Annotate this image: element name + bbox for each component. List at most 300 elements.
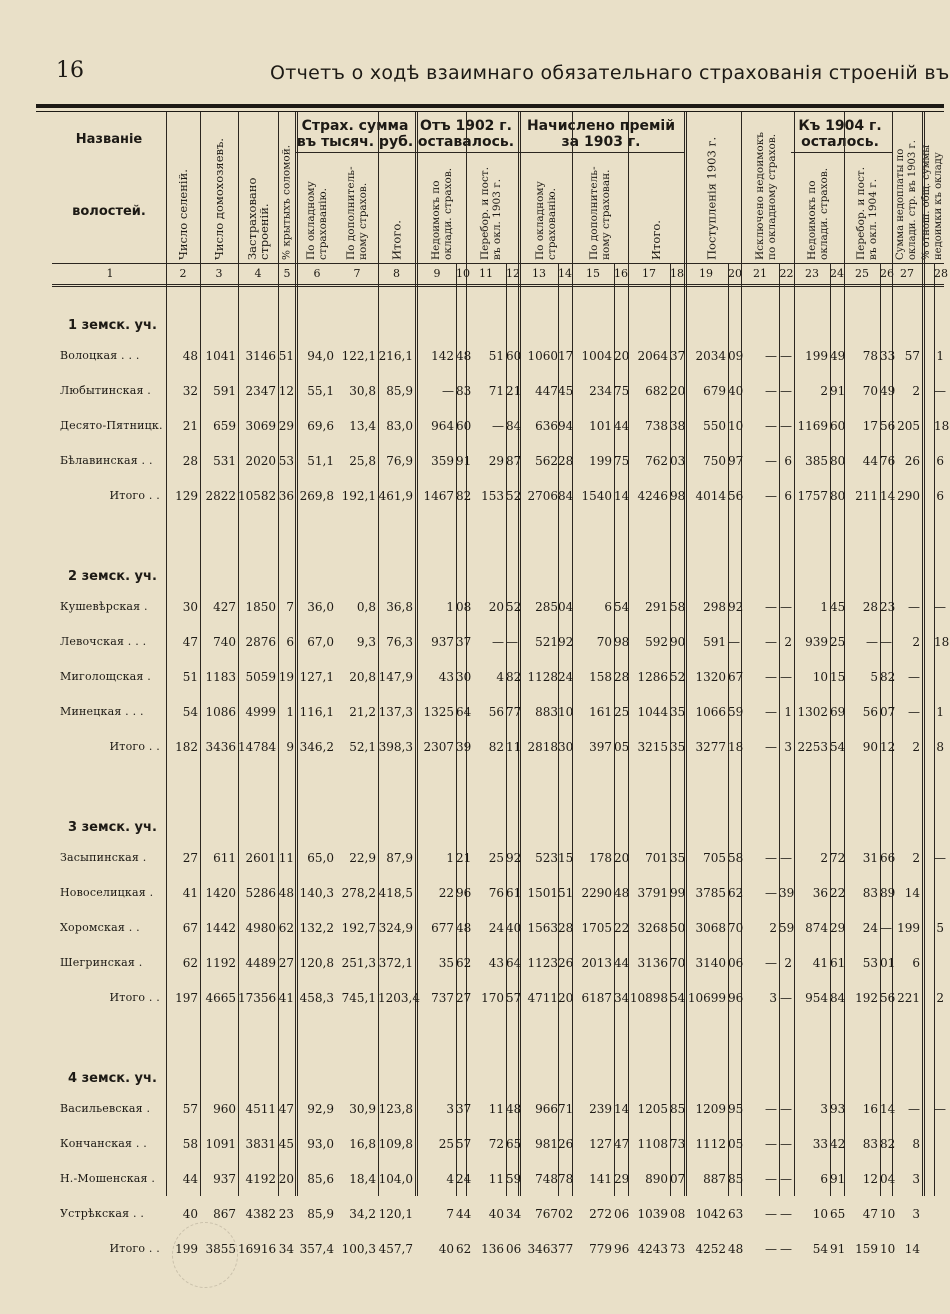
table-cell bbox=[934, 1169, 944, 1189]
row-name: Н.-Мошенская . bbox=[60, 1172, 156, 1185]
table-cell: 71 bbox=[558, 1102, 574, 1116]
row-name: Васильевская . bbox=[60, 1102, 151, 1115]
table-cell: 15 bbox=[830, 670, 846, 684]
table-cell: 591 bbox=[703, 635, 726, 649]
table-cell: 28 bbox=[558, 454, 574, 468]
table-cell: 30,8 bbox=[349, 384, 376, 398]
table-cell bbox=[934, 1204, 944, 1224]
table-cell: 76,9 bbox=[386, 454, 413, 468]
table-cell: 3146 bbox=[245, 349, 276, 363]
table-cell: 27 bbox=[278, 956, 294, 970]
table-cell: 116,1 bbox=[299, 705, 334, 719]
table-cell: 272 bbox=[589, 1207, 612, 1221]
table-cell: 76,3 bbox=[386, 635, 413, 649]
header-c17: Итого. bbox=[649, 220, 663, 260]
table-cell: 64 bbox=[456, 705, 472, 719]
table-cell: 937 bbox=[431, 635, 454, 649]
table-cell: 21 bbox=[182, 419, 198, 433]
row-name: Бѣлавинская . . bbox=[60, 454, 153, 467]
table-cell: 34 bbox=[506, 1207, 522, 1221]
table-cell: 34,2 bbox=[349, 1207, 376, 1221]
table-row bbox=[52, 883, 944, 903]
table-cell: 2706 bbox=[527, 489, 558, 503]
table-cell: 6 bbox=[912, 956, 920, 970]
table-cell: 4 bbox=[446, 1172, 454, 1186]
table-cell: 08 bbox=[456, 600, 472, 614]
table-cell: 91 bbox=[830, 384, 846, 398]
table-cell: 05 bbox=[728, 1137, 744, 1151]
table-cell: 550 bbox=[703, 419, 726, 433]
table-cell: 372,1 bbox=[378, 956, 413, 970]
table-cell: 18,4 bbox=[349, 1172, 376, 1186]
table-cell: 40 bbox=[728, 384, 744, 398]
table-cell: 26 bbox=[558, 956, 574, 970]
table-cell: 83 bbox=[862, 886, 878, 900]
table-cell: 461,9 bbox=[378, 489, 413, 503]
table-cell: 87,9 bbox=[386, 851, 413, 865]
row-name: Минецкая . . . bbox=[60, 705, 144, 718]
table-cell: 1467 bbox=[423, 489, 454, 503]
table-cell: 85,6 bbox=[307, 1172, 334, 1186]
column-number: 7 bbox=[353, 267, 361, 280]
table-cell: 70 bbox=[862, 384, 878, 398]
table-cell: 192,7 bbox=[341, 921, 376, 935]
table-row bbox=[52, 381, 944, 401]
table-cell: 42 bbox=[830, 1137, 846, 1151]
table-row bbox=[52, 702, 944, 722]
table-cell bbox=[934, 883, 944, 903]
column-number: 27 bbox=[900, 267, 914, 280]
table-cell: 4192 bbox=[245, 1172, 276, 1186]
table-cell: 2601 bbox=[245, 851, 276, 865]
table-cell: — bbox=[780, 384, 792, 398]
table-cell: 44 bbox=[862, 454, 878, 468]
table-cell: — bbox=[934, 384, 946, 398]
table-cell: 06 bbox=[728, 956, 744, 970]
table-cell: 24 bbox=[488, 921, 504, 935]
kopeck-rule bbox=[614, 264, 615, 1196]
section-title: 2 земск. уч. bbox=[68, 569, 157, 584]
table-cell: 1128 bbox=[527, 670, 558, 684]
column-number: 1 bbox=[106, 267, 114, 280]
table-cell: 779 bbox=[589, 1242, 612, 1256]
table-cell: 33 bbox=[880, 349, 896, 363]
table-cell: 4489 bbox=[245, 956, 276, 970]
table-cell: 2307 bbox=[423, 740, 454, 754]
table-cell: 1042 bbox=[695, 1207, 726, 1221]
column-rule bbox=[572, 112, 573, 1196]
table-cell: 11 bbox=[488, 1172, 504, 1186]
row-name: Засыпинская . bbox=[60, 851, 147, 864]
table-cell: 22 bbox=[438, 886, 454, 900]
table-cell: 92 bbox=[558, 635, 574, 649]
table-cell: 35 bbox=[438, 956, 454, 970]
table-cell: 521 bbox=[535, 635, 558, 649]
kopeck-rule bbox=[670, 264, 671, 1196]
table-cell: 161 bbox=[589, 705, 612, 719]
table-cell: 1 bbox=[936, 349, 944, 363]
table-cell: 418,5 bbox=[378, 886, 413, 900]
table-cell: 20 bbox=[278, 1172, 294, 1186]
table-cell: 51 bbox=[278, 349, 294, 363]
table-cell: 221 bbox=[897, 991, 920, 1005]
table-cell: 54 bbox=[670, 991, 686, 1005]
table-cell: 2 bbox=[912, 851, 920, 865]
table-cell: 53 bbox=[862, 956, 878, 970]
kopeck-rule bbox=[830, 264, 831, 1196]
table-cell: 50 bbox=[670, 921, 686, 935]
column-rule bbox=[200, 112, 201, 1196]
table-cell bbox=[934, 953, 944, 973]
table-cell: — bbox=[780, 600, 792, 614]
table-cell: 11 bbox=[488, 1102, 504, 1116]
table-cell: 22 bbox=[614, 921, 630, 935]
table-cell: 47 bbox=[862, 1207, 878, 1221]
table-cell: 65,0 bbox=[307, 851, 334, 865]
table-cell: 30 bbox=[558, 740, 574, 754]
row-name: Устрѣкская . . bbox=[60, 1207, 145, 1220]
table-cell: 98 bbox=[614, 635, 630, 649]
table-cell: 1501 bbox=[527, 886, 558, 900]
table-cell: 17 bbox=[558, 349, 574, 363]
table-cell: 60 bbox=[506, 349, 522, 363]
table-row bbox=[52, 953, 944, 973]
table-cell: 38 bbox=[670, 419, 686, 433]
header-c7: По дополнитель-ному страхов. bbox=[345, 166, 369, 260]
table-cell: 01 bbox=[880, 956, 896, 970]
table-cell: 12 bbox=[278, 384, 294, 398]
table-cell: 23 bbox=[278, 1207, 294, 1221]
table-cell: 06 bbox=[506, 1242, 522, 1256]
table-cell: 70 bbox=[596, 635, 612, 649]
table-cell: 883 bbox=[535, 705, 558, 719]
table-cell: 197 bbox=[175, 991, 198, 1005]
table-cell: 83,0 bbox=[386, 419, 413, 433]
header-c6: По окладному страхованію. bbox=[305, 181, 329, 260]
table-cell: 16 bbox=[862, 1102, 878, 1116]
table-cell: 6 bbox=[784, 454, 792, 468]
table-cell: 679 bbox=[703, 384, 726, 398]
table-cell: — bbox=[908, 1102, 920, 1116]
table-cell: 10 bbox=[880, 1207, 896, 1221]
table-cell: 31 bbox=[862, 851, 878, 865]
table-cell: 2 bbox=[820, 851, 828, 865]
table-cell: 1086 bbox=[205, 705, 236, 719]
table-cell: 48 bbox=[728, 1242, 744, 1256]
table-cell: 100,3 bbox=[341, 1242, 376, 1256]
column-rule bbox=[892, 112, 893, 1196]
table-cell: 48 bbox=[506, 1102, 522, 1116]
table-cell: 762 bbox=[645, 454, 668, 468]
table-cell: 49 bbox=[830, 349, 846, 363]
table-cell: 58 bbox=[728, 851, 744, 865]
table-cell: 1205 bbox=[637, 1102, 668, 1116]
column-rule bbox=[378, 112, 379, 1196]
table-cell: 147,9 bbox=[378, 670, 413, 684]
table-cell: 96 bbox=[728, 991, 744, 1005]
table-cell: 14 bbox=[904, 1242, 920, 1256]
table-cell: 682 bbox=[645, 384, 668, 398]
table-cell: 1203,4 bbox=[378, 991, 420, 1005]
table-cell: 3 bbox=[912, 1207, 920, 1221]
table-row bbox=[52, 632, 950, 652]
table-cell: 19 bbox=[278, 670, 294, 684]
table-cell: 34 bbox=[614, 991, 630, 1005]
table-cell: 57 bbox=[456, 1137, 472, 1151]
table-cell: 06 bbox=[614, 1207, 630, 1221]
table-cell: 127,1 bbox=[299, 670, 334, 684]
table-cell: 75 bbox=[614, 454, 630, 468]
table-cell: 890 bbox=[645, 1172, 668, 1186]
table-cell: 45 bbox=[558, 384, 574, 398]
row-name: Левочская . . . bbox=[60, 635, 147, 648]
table-cell: 11 bbox=[506, 740, 522, 754]
header-group-underline-sum bbox=[295, 152, 415, 153]
table-cell: — bbox=[908, 705, 920, 719]
table-cell: 3068 bbox=[695, 921, 726, 935]
table-cell: 1112 bbox=[695, 1137, 726, 1151]
table-cell: 5 bbox=[870, 670, 878, 684]
table-cell: 25 bbox=[488, 851, 504, 865]
table-cell: 750 bbox=[703, 454, 726, 468]
table-cell: 29 bbox=[278, 419, 294, 433]
column-rule bbox=[238, 112, 239, 1196]
table-cell: 92,9 bbox=[307, 1102, 334, 1116]
table-cell: 51 bbox=[488, 349, 504, 363]
table-cell: 6 bbox=[936, 454, 944, 468]
table-cell: 58 bbox=[670, 600, 686, 614]
column-number: 8 bbox=[393, 267, 400, 280]
table-cell: 22 bbox=[830, 886, 846, 900]
table-cell: 1540 bbox=[581, 489, 612, 503]
table-cell: — bbox=[765, 705, 777, 719]
table-cell: 70 bbox=[670, 956, 686, 970]
table-cell: — bbox=[780, 419, 792, 433]
table-cell: 1 bbox=[936, 705, 944, 719]
table-cell: — bbox=[765, 1172, 777, 1186]
table-cell: 61 bbox=[506, 886, 522, 900]
table-cell: 67 bbox=[182, 921, 198, 935]
table-cell: 269,8 bbox=[299, 489, 334, 503]
table-cell: 29 bbox=[488, 454, 504, 468]
table-cell: 24 bbox=[558, 670, 574, 684]
table-cell: 101 bbox=[589, 419, 612, 433]
table-cell: 239 bbox=[589, 1102, 612, 1116]
table-cell: — bbox=[765, 1242, 777, 1256]
column-rule bbox=[278, 112, 279, 1196]
table-cell: 737 bbox=[431, 991, 454, 1005]
table-cell: 659 bbox=[213, 419, 236, 433]
table-cell: 1 bbox=[820, 600, 828, 614]
header-group-underline-premium bbox=[518, 152, 684, 153]
row-name: Кушевѣрская . bbox=[60, 600, 148, 613]
table-cell: 6 bbox=[820, 1172, 828, 1186]
table-cell: 2064 bbox=[637, 349, 668, 363]
table-cell: — bbox=[765, 956, 777, 970]
row-name: Итого . . bbox=[109, 1242, 160, 1255]
insurance-table bbox=[52, 112, 950, 1256]
table-cell: 562 bbox=[535, 454, 558, 468]
table-cell: 91 bbox=[456, 454, 472, 468]
table-cell: 51 bbox=[558, 886, 574, 900]
table-cell: 67,0 bbox=[307, 635, 334, 649]
table-cell: 33 bbox=[812, 1137, 828, 1151]
table-cell: 66 bbox=[880, 851, 896, 865]
table-cell: 28 bbox=[558, 921, 574, 935]
table-cell: 84 bbox=[558, 489, 574, 503]
table-cell: 140,3 bbox=[299, 886, 334, 900]
table-cell: 447 bbox=[535, 384, 558, 398]
table-cell: 54 bbox=[830, 740, 846, 754]
table-cell: 82 bbox=[506, 670, 522, 684]
table-cell: 1302 bbox=[797, 705, 828, 719]
table-cell: 56 bbox=[880, 991, 896, 1005]
table-cell: 8 bbox=[936, 740, 944, 754]
header-c5: % крытыхъ соломой. bbox=[280, 144, 293, 260]
table-cell: 874 bbox=[805, 921, 828, 935]
table-cell: 87 bbox=[506, 454, 522, 468]
table-cell: 21 bbox=[506, 384, 522, 398]
table-cell: 36,8 bbox=[386, 600, 413, 614]
header-c27: Сумма недоплаты по оклади. стр. въ 1903 г. bbox=[895, 140, 918, 260]
table-cell: 47 bbox=[182, 635, 198, 649]
table-cell: 40 bbox=[438, 1242, 454, 1256]
table-cell: 62 bbox=[728, 886, 744, 900]
table-cell: — bbox=[765, 384, 777, 398]
table-row bbox=[52, 1099, 944, 1119]
table-cell: 56 bbox=[880, 419, 896, 433]
table-cell: 738 bbox=[645, 419, 668, 433]
table-cell: 41 bbox=[278, 991, 294, 1005]
table-cell: 59 bbox=[728, 705, 744, 719]
table-cell: 30 bbox=[182, 600, 198, 614]
table-cell: 5059 bbox=[245, 670, 276, 684]
table-cell: 2034 bbox=[695, 349, 726, 363]
table-cell: 35 bbox=[670, 740, 686, 754]
table-cell: 104,0 bbox=[378, 1172, 413, 1186]
table-row bbox=[52, 451, 944, 471]
table-cell: 04 bbox=[558, 600, 574, 614]
table-cell: 90 bbox=[862, 740, 878, 754]
section-title: 1 земск. уч. bbox=[68, 318, 157, 333]
table-cell: 192 bbox=[855, 991, 878, 1005]
table-cell: 1123 bbox=[527, 956, 558, 970]
column-number: 9 bbox=[433, 267, 441, 280]
table-cell: 62 bbox=[182, 956, 198, 970]
table-cell: 677 bbox=[431, 921, 454, 935]
table-cell: 939 bbox=[805, 635, 828, 649]
table-cell: 40 bbox=[506, 921, 522, 935]
header-group-sum: Страх. сумма въ тысяч. руб. bbox=[296, 118, 414, 150]
table-cell: 199 bbox=[589, 454, 612, 468]
table-cell: 20,8 bbox=[349, 670, 376, 684]
table-cell: 3136 bbox=[637, 956, 668, 970]
table-cell: 1325 bbox=[423, 705, 454, 719]
table-cell: 8 bbox=[912, 1137, 920, 1151]
table-cell: 61 bbox=[830, 956, 846, 970]
table-cell: 199 bbox=[175, 1242, 198, 1256]
table-cell: 82 bbox=[488, 740, 504, 754]
table-cell: 43 bbox=[488, 956, 504, 970]
header-group-premium: Начислено премій за 1903 г. bbox=[526, 118, 676, 150]
table-cell: 37 bbox=[456, 1102, 472, 1116]
table-cell: 10582 bbox=[238, 489, 277, 503]
table-cell: 1 bbox=[784, 705, 792, 719]
table-cell: 2253 bbox=[797, 740, 828, 754]
table-cell: 52 bbox=[506, 600, 522, 614]
table-cell: 45 bbox=[278, 1137, 294, 1151]
table-cell: 10898 bbox=[629, 991, 668, 1005]
header-c15: По дополнитель-ному страхован. bbox=[588, 166, 612, 260]
table-cell: 30 bbox=[456, 670, 472, 684]
table-cell: 07 bbox=[880, 705, 896, 719]
row-name: Шегринская . bbox=[60, 956, 143, 969]
table-cell: 60 bbox=[830, 419, 846, 433]
table-cell: 20 bbox=[488, 600, 504, 614]
table-cell: 397 bbox=[589, 740, 612, 754]
header-c11: Перебор. и пост. въ окл. 1903 г. bbox=[479, 166, 503, 260]
column-rule bbox=[466, 112, 467, 1196]
table-cell: 17 bbox=[862, 419, 878, 433]
table-cell: 51,1 bbox=[307, 454, 334, 468]
table-cell: — bbox=[492, 635, 504, 649]
table-cell: 49 bbox=[880, 384, 896, 398]
header-c21: Исключено недоимокъ по окладному страхов. bbox=[754, 132, 778, 260]
column-number-rule-bottom bbox=[52, 284, 944, 287]
table-cell: 65 bbox=[506, 1137, 522, 1151]
table-cell: — bbox=[765, 419, 777, 433]
table-cell: 03 bbox=[670, 454, 686, 468]
table-cell: 82 bbox=[880, 670, 896, 684]
table-cell: 767 bbox=[535, 1207, 558, 1221]
header-name-line2: волостей. bbox=[72, 204, 146, 219]
table-cell: 178 bbox=[589, 851, 612, 865]
table-cell: 11 bbox=[278, 851, 294, 865]
table-cell: 2822 bbox=[205, 489, 236, 503]
column-number: 16 bbox=[614, 267, 628, 280]
table-cell: 64 bbox=[506, 956, 522, 970]
column-number: 28 bbox=[934, 267, 948, 280]
table-cell: 20 bbox=[670, 384, 686, 398]
table-cell: 54 bbox=[812, 1242, 828, 1256]
table-cell: 2818 bbox=[527, 740, 558, 754]
table-cell: 592 bbox=[645, 635, 668, 649]
table-cell: 137,3 bbox=[378, 705, 413, 719]
table-cell: 2 bbox=[912, 740, 920, 754]
table-cell: 748 bbox=[535, 1172, 558, 1186]
table-cell: 701 bbox=[645, 851, 668, 865]
header-c25: Перебор. и пост. въ окл. 1904 г. bbox=[855, 166, 879, 260]
column-rule bbox=[922, 112, 925, 1196]
table-row bbox=[52, 667, 944, 687]
table-cell: 1209 bbox=[695, 1102, 726, 1116]
table-cell: 120,1 bbox=[378, 1207, 413, 1221]
table-cell: — bbox=[780, 1207, 792, 1221]
table-cell: 158 bbox=[589, 670, 612, 684]
table-cell: 73 bbox=[670, 1137, 686, 1151]
table-cell: 211 bbox=[855, 489, 878, 503]
header-c2: Число селеній. bbox=[176, 169, 190, 260]
column-number: 24 bbox=[830, 267, 844, 280]
table-cell: 1039 bbox=[637, 1207, 668, 1221]
row-name: Итого . . bbox=[109, 991, 160, 1004]
column-rule bbox=[628, 112, 629, 1196]
table-cell: 26 bbox=[904, 454, 920, 468]
table-cell: 3463 bbox=[527, 1242, 558, 1256]
table-cell: 4 bbox=[496, 670, 504, 684]
table-cell: 132,2 bbox=[299, 921, 334, 935]
table-cell: 3140 bbox=[695, 956, 726, 970]
